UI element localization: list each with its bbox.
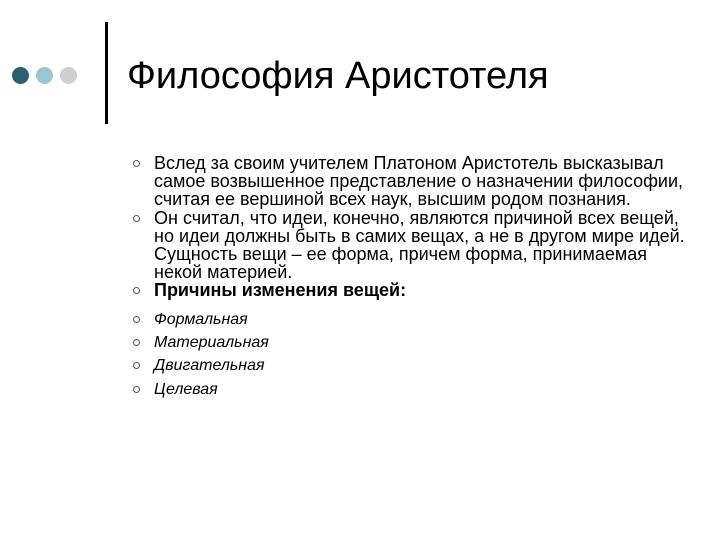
- hollow-circle-bullet-icon: [133, 215, 140, 222]
- dark-teal-dot-icon: [12, 67, 29, 84]
- decorative-dots: [12, 66, 84, 84]
- bullet-item-heading: [133, 281, 685, 299]
- hollow-circle-bullet-icon: [133, 160, 140, 167]
- causes-heading: Причины изменения вещей:: [154, 280, 407, 301]
- hollow-circle-bullet-icon: [133, 386, 140, 393]
- cause-item: [133, 354, 685, 377]
- hollow-circle-bullet-icon: [133, 362, 140, 369]
- bullet-list: [133, 154, 685, 401]
- cause-item: [133, 308, 685, 331]
- hollow-circle-bullet-icon: [133, 287, 140, 294]
- hollow-circle-bullet-icon: [133, 339, 140, 346]
- bullet-text: Вслед за своим учителем Платоном Аристотель высказывал самое возвышенное представление о назначении философии, считая ее вершиной всех наук, высшим родом познания.: [154, 153, 684, 210]
- title-divider-line: [105, 22, 108, 124]
- hollow-circle-bullet-icon: [133, 316, 140, 323]
- slide-title: Философия Аристотеля: [127, 55, 549, 97]
- cause-text: Целевая: [154, 380, 218, 398]
- gray-dot-icon: [60, 67, 77, 84]
- cause-item: [133, 331, 685, 354]
- cause-text: Двигательная: [154, 357, 265, 375]
- cause-item: [133, 378, 685, 401]
- cause-text: Материальная: [154, 334, 269, 352]
- bullet-text: Он считал, что идеи, конечно, являются причиной всех вещей, но идеи должны быть в самих вещах, а не в другом мире идей. Сущность вещи – ее форма, причем форма, принимаемая некой материей.: [154, 207, 685, 283]
- bullet-item: [133, 209, 685, 282]
- cause-text: Формальная: [154, 310, 248, 328]
- light-blue-dot-icon: [36, 67, 53, 84]
- bullet-item: [133, 154, 685, 209]
